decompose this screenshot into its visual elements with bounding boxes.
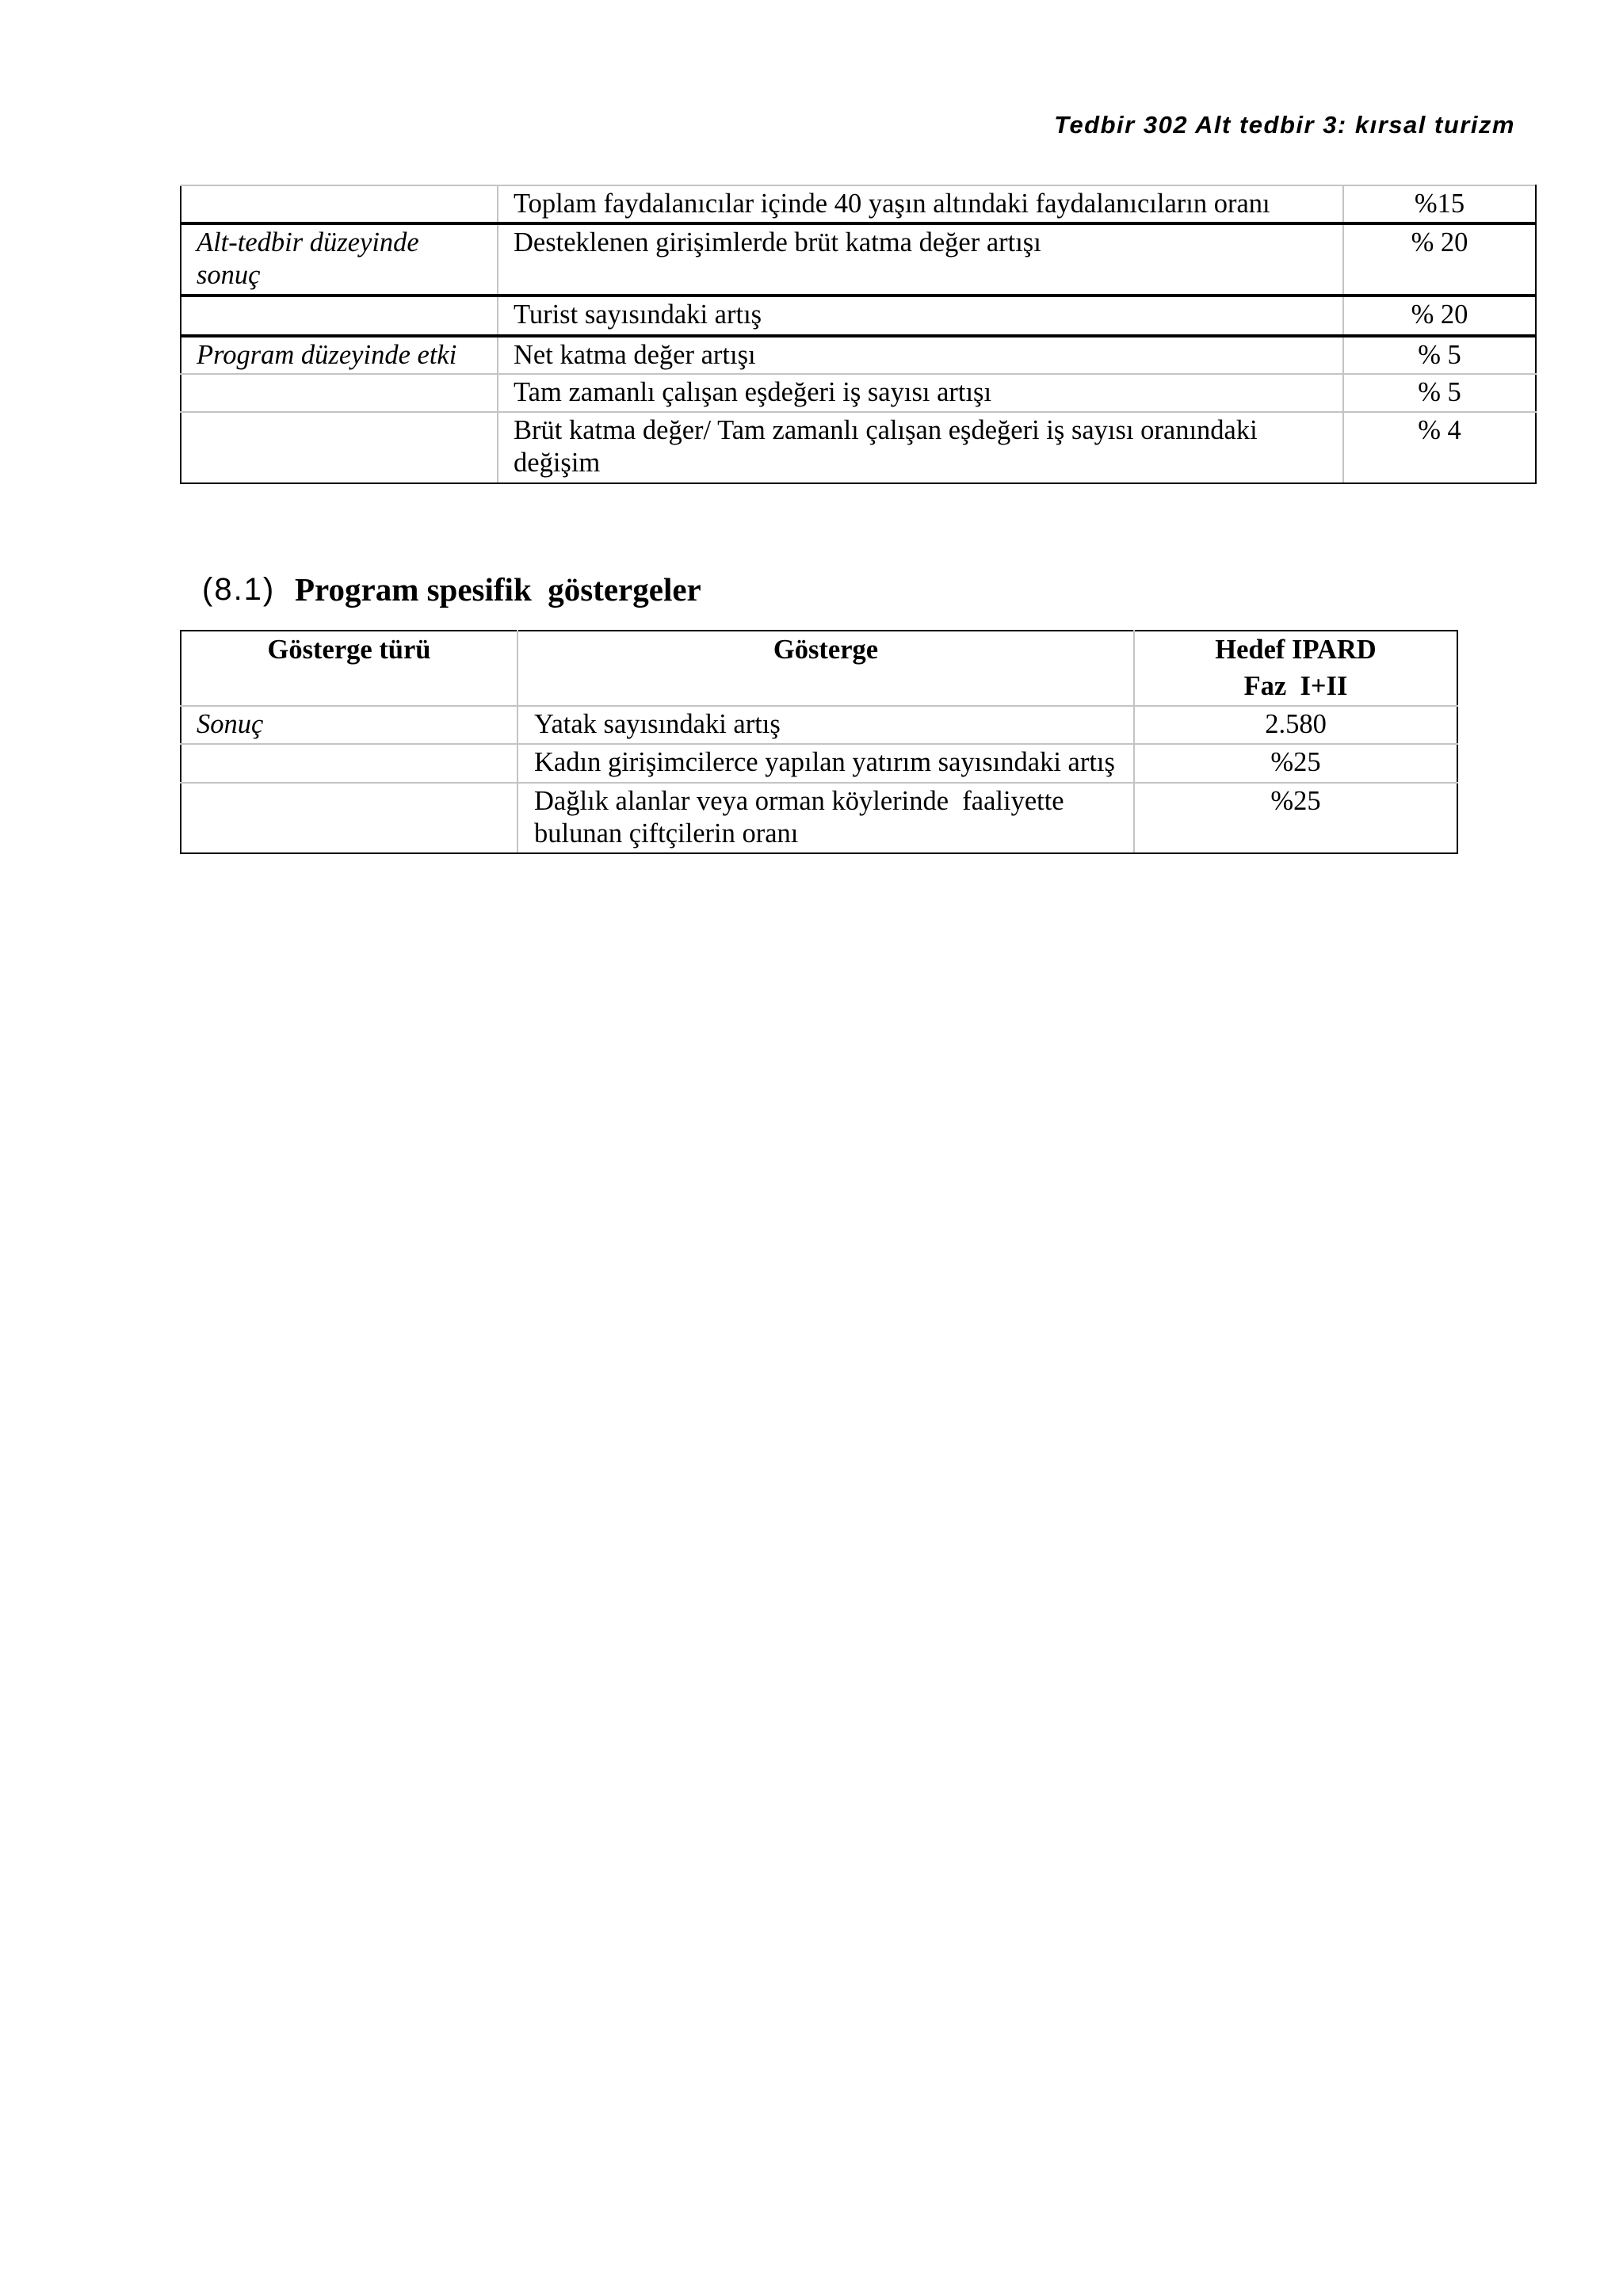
section-title: Program spesifik göstergeler: [295, 571, 701, 608]
indicator-cell: Dağlık alanlar veya orman köylerinde faaliyette bulunan çiftçilerin oranı: [517, 783, 1134, 853]
target-cell: 2.580: [1134, 706, 1457, 744]
running-header: Tedbir 302 Alt tedbir 3: kırsal turizm: [1054, 111, 1515, 139]
type-cell: Sonuç: [181, 706, 517, 744]
indicator-cell: Toplam faydalanıcılar içinde 40 yaşın altındaki faydalanıcıların oranı: [498, 185, 1343, 223]
level-cell: [181, 185, 498, 223]
level-cell: [181, 412, 498, 483]
target-cell: %15: [1343, 185, 1536, 223]
target-cell: %25: [1134, 744, 1457, 783]
indicator-cell: Brüt katma değer/ Tam zamanlı çalışan eşdeğeri iş sayısı oranındaki değişim: [498, 412, 1343, 483]
table-row: [181, 223, 1536, 296]
table-row: [181, 744, 1457, 783]
table-row: [181, 783, 1457, 853]
level-cell: Program düzeyinde etki: [181, 336, 498, 374]
column-header-type: Gösterge türü: [181, 631, 517, 706]
target-cell: % 5: [1343, 374, 1536, 412]
indicator-cell: Yatak sayısındaki artış: [517, 706, 1134, 744]
indicator-cell: Turist sayısındaki artış: [498, 296, 1343, 336]
section-number: (8.1): [202, 572, 276, 607]
target-cell: % 4: [1343, 412, 1536, 483]
program-specific-indicator-table: [180, 630, 1458, 854]
table-row: [181, 336, 1536, 374]
indicator-cell: Desteklenen girişimlerde brüt katma değer artışı: [498, 223, 1343, 296]
indicator-cell: Kadın girişimcilerce yapılan yatırım sayısındaki artış: [517, 744, 1134, 783]
type-cell: [181, 783, 517, 853]
table-row: [181, 412, 1536, 483]
target-cell: % 5: [1343, 336, 1536, 374]
level-cell: [181, 296, 498, 336]
target-cell: %25: [1134, 783, 1457, 853]
table-row: [181, 706, 1457, 744]
indicator-cell: Net katma değer artışı: [498, 336, 1343, 374]
column-header-target: Hedef IPARD Faz I+II: [1134, 631, 1457, 706]
table-row: [181, 374, 1536, 412]
table-row: [181, 185, 1536, 223]
column-header-indicator: Gösterge: [517, 631, 1134, 706]
indicator-cell: Tam zamanlı çalışan eşdeğeri iş sayısı artışı: [498, 374, 1343, 412]
table-header-row: [181, 631, 1457, 706]
level-cell: [181, 374, 498, 412]
results-indicator-table: [180, 185, 1537, 484]
table-row: [181, 296, 1536, 336]
target-cell: % 20: [1343, 296, 1536, 336]
level-cell: Alt-tedbir düzeyinde sonuç: [181, 223, 498, 296]
type-cell: [181, 744, 517, 783]
target-cell: % 20: [1343, 223, 1536, 296]
